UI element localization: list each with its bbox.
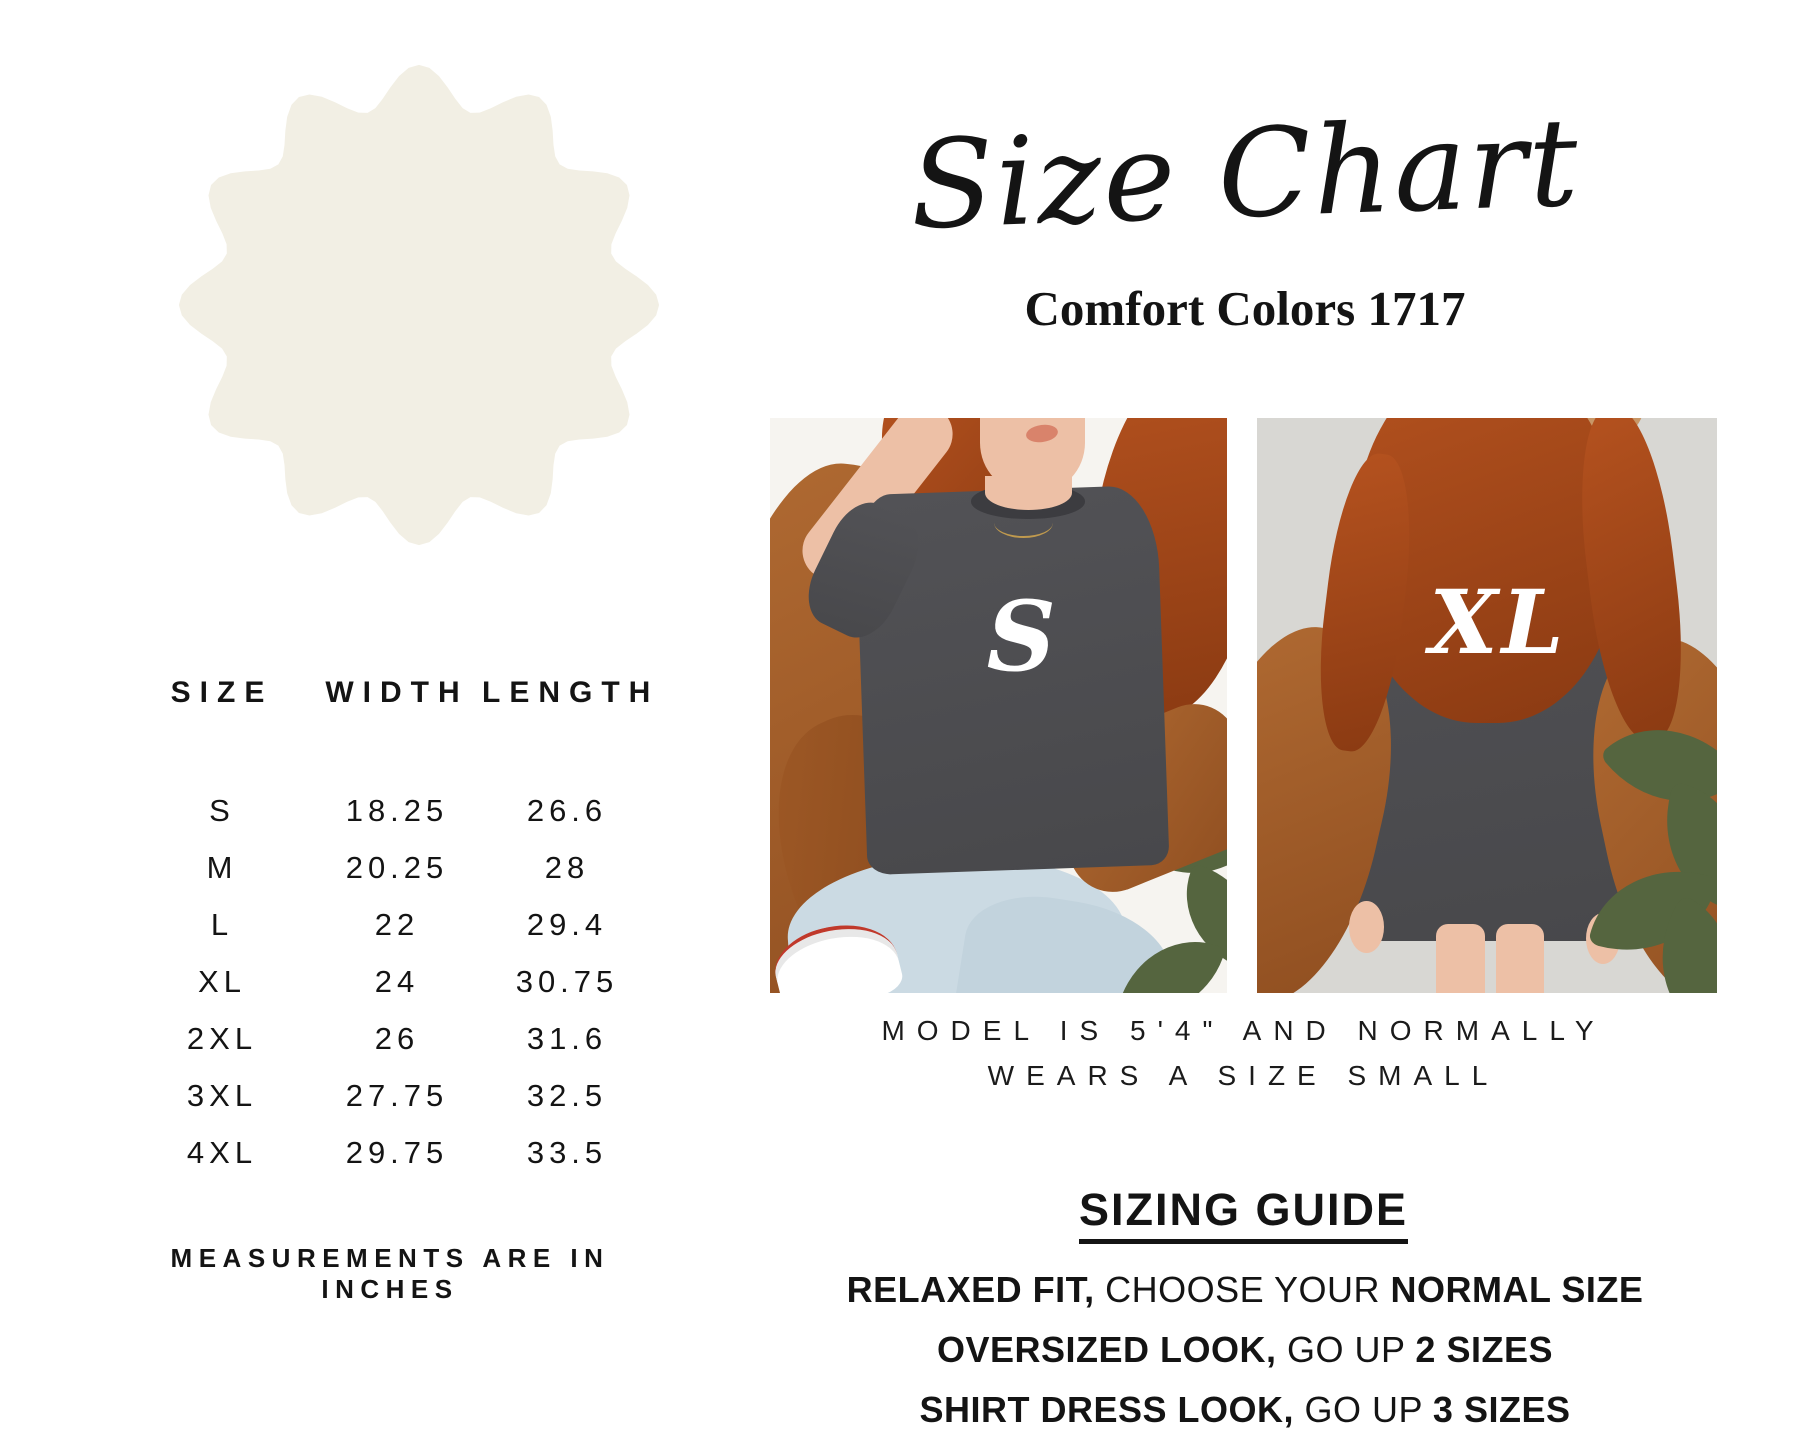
plant-leaves-shape [1579, 711, 1717, 993]
column-header-length: LENGTH [482, 676, 660, 709]
page-subtitle: Comfort Colors 1717 [1024, 281, 1466, 336]
table-cell-length: 32.5 [526, 1078, 608, 1113]
table-cell-width: 20.25 [345, 850, 449, 885]
sizing-guide [770, 1184, 1717, 1244]
table-cell-size: L [210, 907, 234, 942]
sizing-guide-lines [710, 1260, 1780, 1440]
sizing-guide-line-shirt-dress [710, 1380, 1780, 1440]
table-cell-width: 18.25 [345, 793, 449, 828]
table-cell-length: 33.5 [526, 1135, 608, 1170]
table-cell-length: 26.6 [526, 793, 608, 828]
table-cell-size: S [209, 793, 235, 828]
table-cell-length: 28 [544, 850, 590, 885]
shirt-letter-s: S [986, 580, 1056, 693]
size-table-header-row [132, 676, 660, 716]
model-note-line2: WEARS A SIZE SMALL [987, 1060, 1500, 1091]
guide-bold-lead: RELAXED FIT, [846, 1269, 1095, 1310]
photo-model-size-s [770, 418, 1227, 993]
model-leg-shape [1436, 924, 1484, 993]
model-leg-shape [1496, 924, 1544, 993]
model-neck-shape [985, 476, 1072, 511]
guide-regular-mid: CHOOSE YOUR [1094, 1269, 1391, 1310]
table-cell-size: M [206, 850, 238, 885]
guide-bold-tail: 3 SIZES [1432, 1389, 1571, 1430]
table-cell-length: 29.4 [526, 907, 608, 942]
sizing-guide-line-relaxed [710, 1260, 1780, 1320]
table-cell-size: 4XL [186, 1135, 258, 1170]
table-cell-size: 3XL [186, 1078, 258, 1113]
size-table [132, 676, 660, 1181]
shirt-size-print [953, 573, 1090, 700]
model-hand-shape [1349, 901, 1384, 953]
size-table-body [132, 782, 652, 1181]
table-cell-width: 26 [374, 1021, 420, 1056]
table-cell-size: 2XL [186, 1021, 258, 1056]
guide-bold-tail: NORMAL SIZE [1390, 1269, 1644, 1310]
sizing-guide-heading: SIZING GUIDE [1079, 1184, 1408, 1244]
table-cell-length: 30.75 [515, 964, 619, 999]
table-cell-length: 31.6 [526, 1021, 608, 1056]
page-title-script: Size Chart [907, 91, 1583, 257]
model-note-line1: MODEL IS 5'4" AND NORMALLY [881, 1015, 1606, 1046]
table-cell-width: 24 [374, 964, 420, 999]
guide-bold-lead: SHIRT DRESS LOOK, [919, 1389, 1295, 1430]
model-note [770, 1008, 1717, 1098]
measurements-footnote: MEASUREMENTS ARE IN INCHES [170, 1243, 610, 1304]
table-cell-width: 27.75 [345, 1078, 449, 1113]
shirt-letter-xl: XL [1429, 570, 1568, 675]
photo-model-size-xl [1257, 418, 1717, 993]
sizing-guide-line-oversized [710, 1320, 1780, 1380]
table-cell-width: 22 [374, 907, 420, 942]
column-header-width: WIDTH [325, 676, 469, 709]
necklace-shape [994, 507, 1053, 538]
guide-bold-tail: 2 SIZES [1415, 1329, 1553, 1370]
shirt-size-print [1427, 562, 1570, 683]
table-cell-width: 29.75 [345, 1135, 449, 1170]
guide-regular-mid: GO UP [1294, 1389, 1433, 1430]
guide-regular-mid: GO UP [1276, 1329, 1416, 1370]
scalloped-flower-shape [172, 60, 666, 550]
table-cell-size: XL [198, 964, 246, 999]
guide-bold-lead: OVERSIZED LOOK, [937, 1329, 1277, 1370]
column-header-size: SIZE [170, 676, 274, 709]
